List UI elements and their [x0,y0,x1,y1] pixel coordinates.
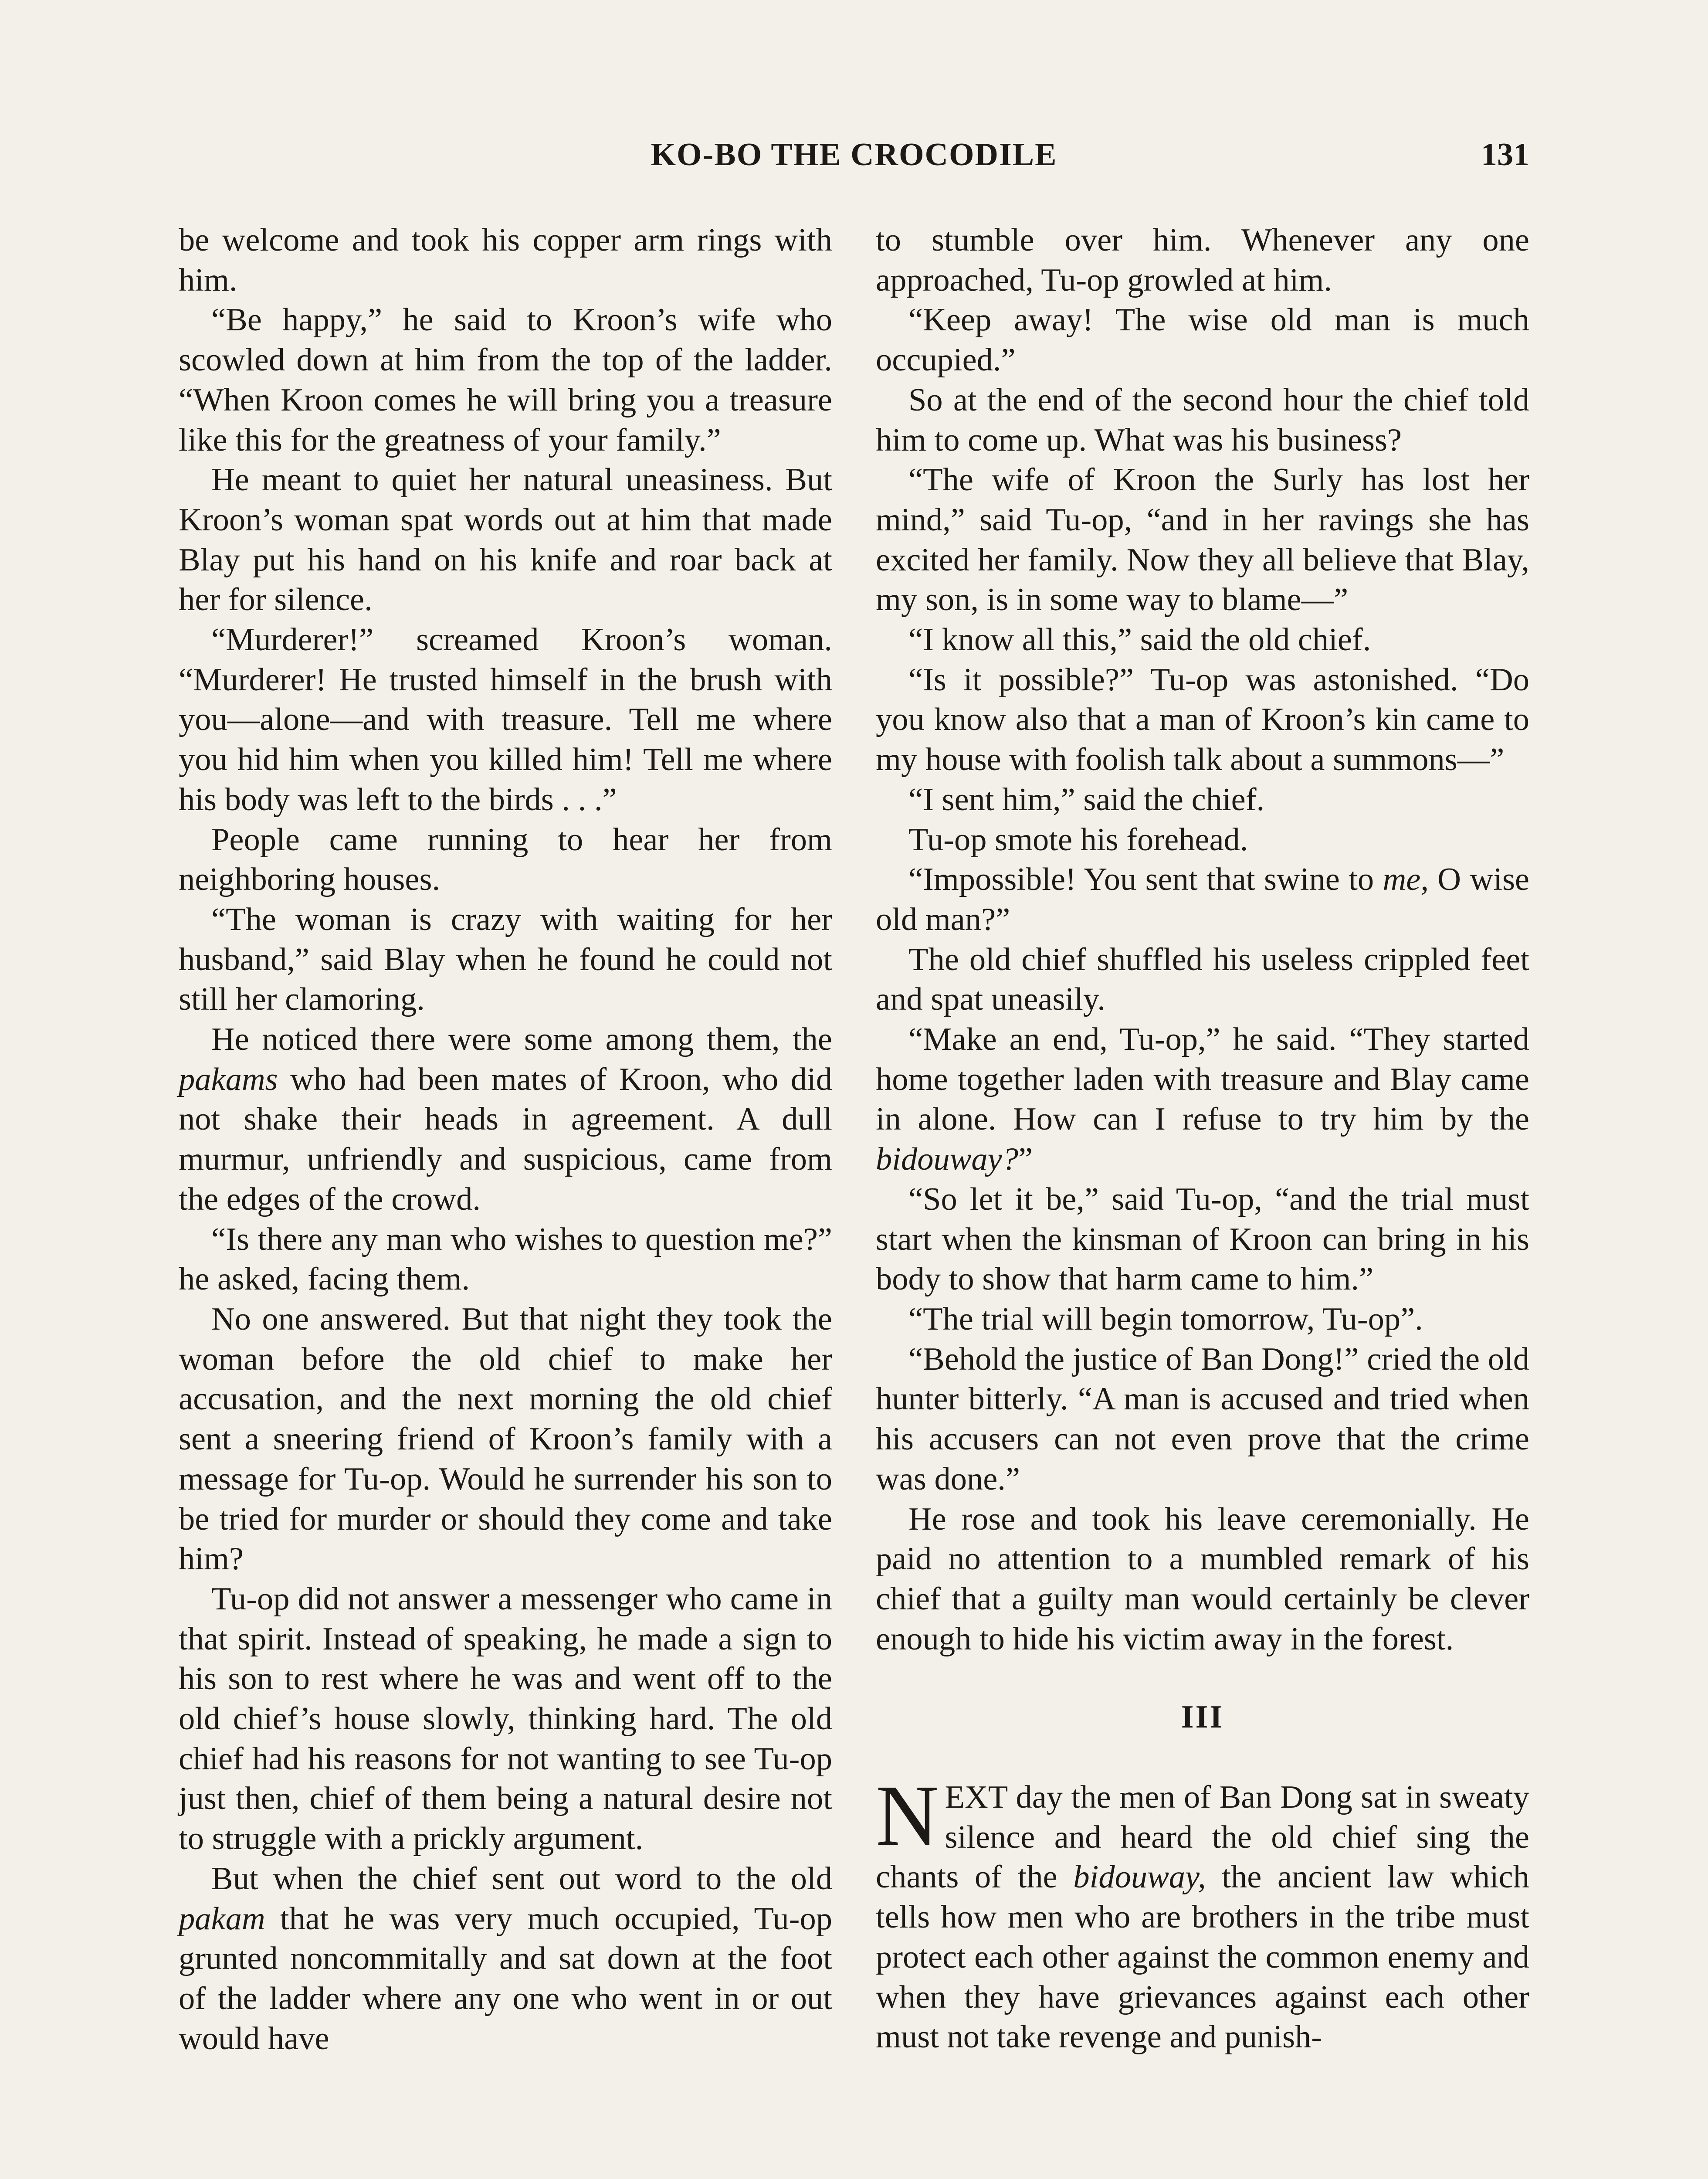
paragraph: “Murderer!” screamed Kroon’s woman. “Murderer! He trusted himself in the brush with you—alone—and with treasure. Tell me where you hid him when you killed him! Tell me where his body was left to the birds . . .” [179,622,832,818]
text-run: He noticed there were some among them, the [211,1022,832,1058]
running-header [179,131,1529,179]
text-run: But when the chief sent out word to the old [211,1860,832,1897]
paragraph: Tu-op did not answer a messenger who came in that spirit. Instead of speaking, he made a sign to his son to rest where he was and went off to the old chief’s house slowly, thinking hard. The old chief had his reasons for not wanting to see Tu-op just then, chief of them being a natural desire not to struggle with a prickly argument. [179,1581,832,1857]
paragraph: So at the end of the second hour the chief told him to come up. What was his business? [876,382,1529,458]
paragraph [179,1859,832,2059]
right-column [876,221,1529,2057]
paragraph: “Be happy,” he said to Kroon’s wife who scowled down at him from the top of the ladder. “When Kroon comes he will bring you a treasure like this for the greatness of your family.” [179,302,832,458]
paragraph: “I know all this,” said the old chief. [908,622,1371,658]
text-run: the ancient law which tells how men who are brothers in the tribe must protect each other against the common enemy and when they have grievances against each other must not take revenge and punish- [876,1859,1529,2055]
paragraph [876,1768,1529,2057]
section-heading: III [1181,1699,1224,1735]
paragraph: Tu-op smote his forehead. [908,821,1248,858]
page-number: 131 [1481,137,1529,173]
italic-term: me, [1383,862,1429,898]
paragraph [876,1020,1529,1180]
paragraph: He meant to quiet her natural uneasiness. But Kroon’s woman spat words out at him that made Blay put his hand on his knife and roar back at her for silence. [179,462,832,618]
paragraph: “Keep away! The wise old man is much occupied.” [876,302,1529,378]
text-run: “Impossible! You sent that swine to [908,862,1383,898]
paragraph [876,860,1529,940]
italic-term: pakams [179,1061,278,1097]
left-column [179,221,832,2059]
paragraph: “I sent him,” said the chief. [908,781,1265,818]
text-run: who had been mates of Kroon, who did not shake their heads in agreement. A dull murmur, unfriendly and suspicious, came from the edges of the crowd. [179,1061,832,1217]
text-run: “Make an end, Tu-op,” he said. “They started home together laden with treasure and Blay came in alone. How can I refuse to try him by the [876,1022,1529,1137]
paragraph: “So let it be,” said Tu-op, “and the trial must start when the kinsman of Kroon can bring in his body to show that harm came to him.” [876,1181,1529,1297]
text-run: that he was very much occupied, Tu-op grunted noncommitally and sat down at the foot of the ladder where any one who went in or out would have [179,1901,832,2057]
running-title: KO-BO THE CROCODILE [651,137,1057,173]
paragraph: He rose and took his leave ceremonially. He paid no attention to a mumbled remark of his chief that a guilty man would certainly be clever enough to hide his victim away in the forest. [876,1501,1529,1657]
text-run: EXT day the men of Ban Dong sat in sweaty silence and heard the old chief sing the chants of the [876,1779,1529,1895]
paragraph: “Is there any man who wishes to question me?” he asked, facing them. [179,1221,832,1297]
paragraph [179,1020,832,1220]
paragraph: “The woman is crazy with waiting for her husband,” said Blay when he found he could not still her clamoring. [179,901,832,1018]
text-run: O wise old man?” [876,862,1529,937]
italic-term: bidouway? [876,1141,1018,1178]
paragraph: The old chief shuffled his useless crippled feet and spat uneasily. [876,941,1529,1018]
paragraph: to stumble over him. Whenever any one approached, Tu-op growled at him. [876,222,1529,298]
paragraph: “The trial will begin tomorrow, Tu-op”. [908,1301,1423,1337]
paragraph: No one answered. But that night they took the woman before the old chief to make her accusation, and the next morning the old chief sent a sneering friend of Kroon’s family with a message for Tu-op. Would he surrender his son to be tried for murder or should they come and take him? [179,1301,832,1577]
italic-term: bidouway, [1073,1859,1206,1895]
paragraph: be welcome and took his copper arm rings with him. [179,222,832,298]
drop-cap: N [876,1768,939,1864]
paragraph: “Behold the justice of Ban Dong!” cried the old hunter bitterly. “A man is accused and tried when his accusers can not even prove that the crime was done.” [876,1341,1529,1497]
italic-term: pakam [179,1901,265,1937]
text-run: ” [1018,1141,1033,1178]
paragraph: “The wife of Kroon the Surly has lost her mind,” said Tu-op, “and in her ravings she has excited her family. Now they all believe that Blay, my son, is in some way to blame—” [876,462,1529,618]
paragraph: “Is it possible?” Tu-op was astonished. “Do you know also that a man of Kroon’s kin came to my house with foolish talk about a summons—” [876,662,1529,778]
paragraph: People came running to hear her from neighboring houses. [179,821,832,898]
